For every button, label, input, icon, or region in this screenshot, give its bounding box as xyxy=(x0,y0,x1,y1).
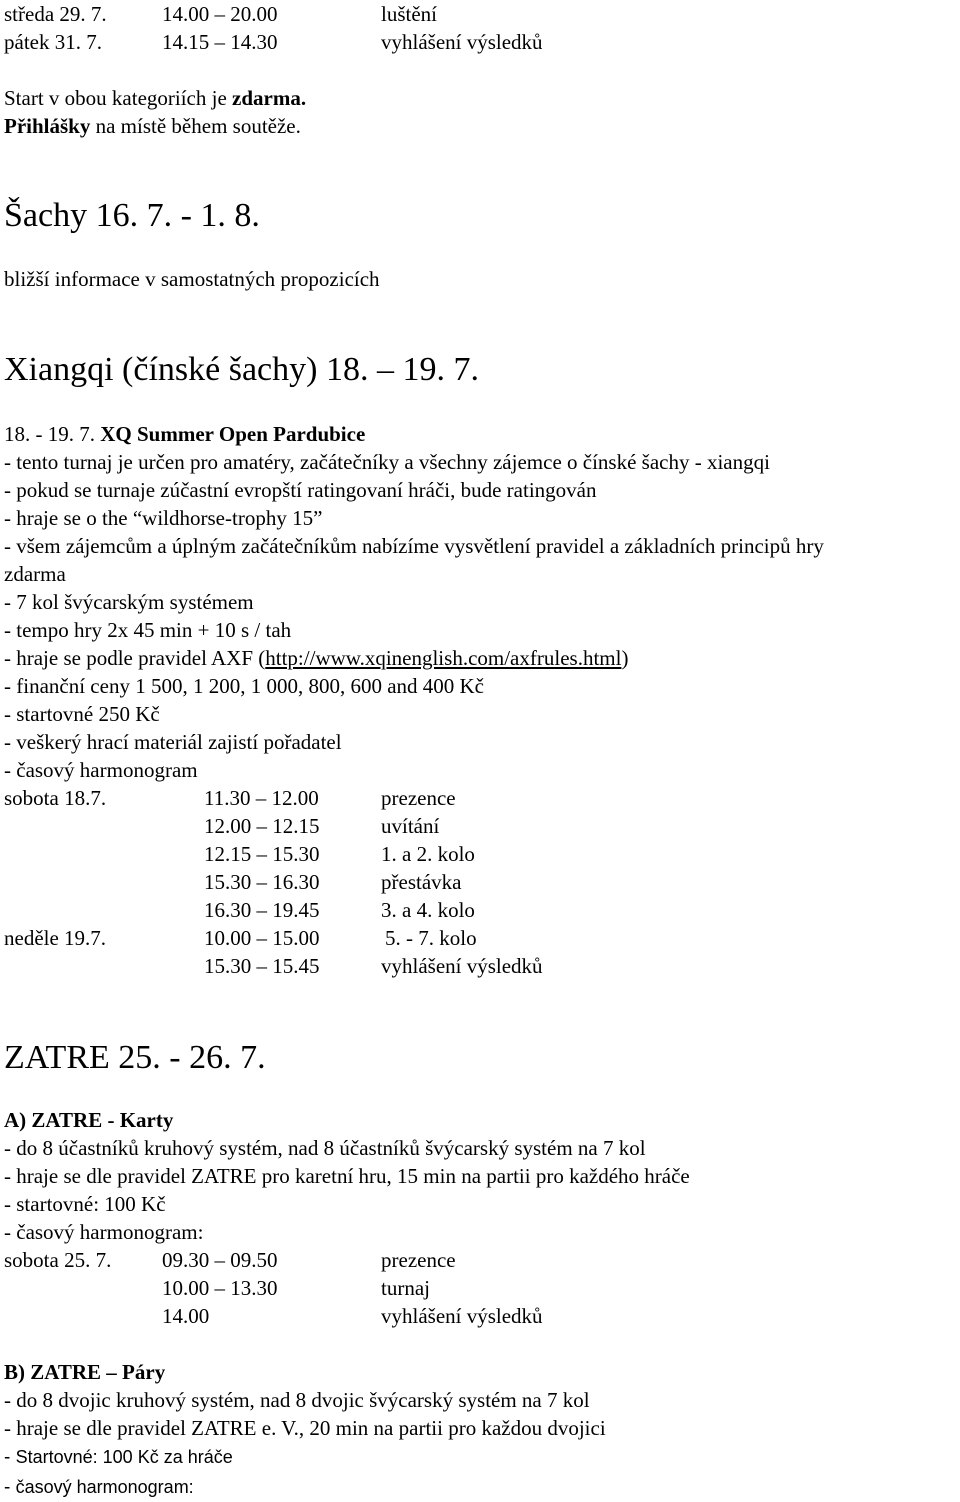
schedule-time: 14.00 – 20.00 xyxy=(162,2,278,26)
schedule-row xyxy=(0,30,960,54)
schedule-event: 5. - 7. kolo xyxy=(385,926,477,950)
registration-text: na místě během soutěže. xyxy=(90,114,301,138)
axf-suffix: ) xyxy=(621,646,629,670)
schedule-time: 09.30 – 09.50 xyxy=(162,1248,278,1272)
xiangqi-line: - startovné 250 Kč xyxy=(4,702,160,726)
axf-rules-line xyxy=(4,646,628,670)
zatre-pairs-line: - do 8 dvojic kruhový systém, nad 8 dvojic švýcarský systém na 7 kol xyxy=(4,1388,590,1412)
xiangqi-schedule-row xyxy=(0,814,960,838)
xiangqi-line: zdarma xyxy=(4,562,66,586)
zatre-cards-line: - časový harmonogram: xyxy=(4,1220,204,1244)
xiangqi-schedule-row xyxy=(0,786,960,810)
schedule-day: sobota 18.7. xyxy=(4,786,107,810)
schedule-time: 15.30 – 16.30 xyxy=(204,870,320,894)
zatre-schedule-row xyxy=(0,1248,960,1272)
schedule-event: přestávka xyxy=(381,870,462,894)
xiangqi-line: - tento turnaj je určen pro amatéry, začátečníky a všechny zájemce o čínské šachy - xiangqi xyxy=(4,450,770,474)
zatre-title: ZATRE 25. - 26. 7. xyxy=(4,1039,266,1076)
xiangqi-line: - hraje se o the “wildhorse-trophy 15” xyxy=(4,506,323,530)
zatre-pairs-harmonogram: časový harmonogram: xyxy=(15,1477,194,1497)
xiangqi-schedule-row xyxy=(0,870,960,894)
zatre-cards-line: - do 8 účastníků kruhový systém, nad 8 účastníků švýcarský systém na 7 kol xyxy=(4,1136,646,1160)
schedule-event: prezence xyxy=(381,1248,456,1272)
chess-info: bližší informace v samostatných propozicích xyxy=(4,267,380,291)
xiangqi-title: Xiangqi (čínské šachy) 18. – 19. 7. xyxy=(4,351,479,388)
start-info-line xyxy=(4,86,306,110)
xiangqi-schedule-row xyxy=(0,926,960,950)
zatre-pairs-fee: Startovné: 100 Kč za hráče xyxy=(15,1447,233,1467)
schedule-day: sobota 25. 7. xyxy=(4,1248,112,1272)
schedule-event: 3. a 4. kolo xyxy=(381,898,475,922)
xiangqi-line: - finanční ceny 1 500, 1 200, 1 000, 800, 600 and 400 Kč xyxy=(4,674,484,698)
schedule-row xyxy=(0,2,960,26)
zatre-cards-heading: A) ZATRE - Karty xyxy=(4,1108,174,1132)
start-info-text: Start v obou kategoriích je xyxy=(4,86,233,110)
bullet-dash: - xyxy=(4,1477,16,1498)
schedule-day: středa 29. 7. xyxy=(4,2,107,26)
zatre-cards-line: - hraje se dle pravidel ZATRE pro karetní hru, 15 min na partii pro každého hráče xyxy=(4,1164,690,1188)
zatre-pairs-heading: B) ZATRE – Páry xyxy=(4,1360,166,1384)
schedule-time: 10.00 – 15.00 xyxy=(204,926,320,950)
schedule-event: 1. a 2. kolo xyxy=(381,842,475,866)
schedule-time: 10.00 – 13.30 xyxy=(162,1276,278,1300)
zatre-cards-line: - startovné: 100 Kč xyxy=(4,1192,166,1216)
schedule-event: uvítání xyxy=(381,814,440,838)
schedule-time: 12.00 – 12.15 xyxy=(204,814,320,838)
registration-line xyxy=(4,114,301,138)
bullet-dash: - xyxy=(4,1447,16,1468)
schedule-time: 11.30 – 12.00 xyxy=(204,786,319,810)
xiangqi-schedule-row xyxy=(0,898,960,922)
zatre-schedule-row xyxy=(0,1276,960,1300)
schedule-time: 12.15 – 15.30 xyxy=(204,842,320,866)
xiangqi-schedule-row xyxy=(0,954,960,978)
schedule-event: vyhlášení výsledků xyxy=(381,1304,543,1328)
xiangqi-line: - veškerý hrací materiál zajistí pořadatel xyxy=(4,730,342,754)
xiangqi-line: - 7 kol švýcarským systémem xyxy=(4,590,254,614)
xiangqi-subtitle xyxy=(4,422,365,446)
chess-title: Šachy 16. 7. - 1. 8. xyxy=(4,197,260,234)
axf-prefix: - hraje se podle pravidel AXF ( xyxy=(4,646,266,670)
zatre-schedule-row xyxy=(0,1304,960,1328)
schedule-event: luštění xyxy=(381,2,437,26)
schedule-event: vyhlášení výsledků xyxy=(381,30,543,54)
schedule-event: turnaj xyxy=(381,1276,430,1300)
axf-rules-link[interactable]: http://www.xqinenglish.com/axfrules.html xyxy=(265,646,622,670)
schedule-time: 14.00 xyxy=(162,1304,210,1328)
xiangqi-dates: 18. - 19. 7. xyxy=(4,422,101,446)
zatre-pairs-line: - hraje se dle pravidel ZATRE e. V., 20 min na partii pro každou dvojici xyxy=(4,1416,606,1440)
start-info-bold: zdarma. xyxy=(232,86,307,110)
zatre-pairs-harmonogram-line xyxy=(4,1474,194,1500)
registration-bold: Přihlášky xyxy=(4,114,91,138)
xiangqi-line: - pokud se turnaje zúčastní evropští ratingovaní hráči, bude ratingován xyxy=(4,478,597,502)
schedule-time: 15.30 – 15.45 xyxy=(204,954,320,978)
zatre-pairs-fee-line xyxy=(4,1444,233,1470)
schedule-day: neděle 19.7. xyxy=(4,926,107,950)
xiangqi-line: - všem zájemcům a úplným začátečníkům nabízíme vysvětlení pravidel a základních principů hry xyxy=(4,534,824,558)
xiangqi-line: - tempo hry 2x 45 min + 10 s / tah xyxy=(4,618,292,642)
xiangqi-event-name: XQ Summer Open Pardubice xyxy=(100,422,366,446)
schedule-time: 14.15 – 14.30 xyxy=(162,30,278,54)
schedule-time: 16.30 – 19.45 xyxy=(204,898,320,922)
schedule-event: prezence xyxy=(381,786,456,810)
schedule-event: vyhlášení výsledků xyxy=(381,954,543,978)
xiangqi-line: - časový harmonogram xyxy=(4,758,198,782)
schedule-day: pátek 31. 7. xyxy=(4,30,102,54)
xiangqi-schedule-row xyxy=(0,842,960,866)
